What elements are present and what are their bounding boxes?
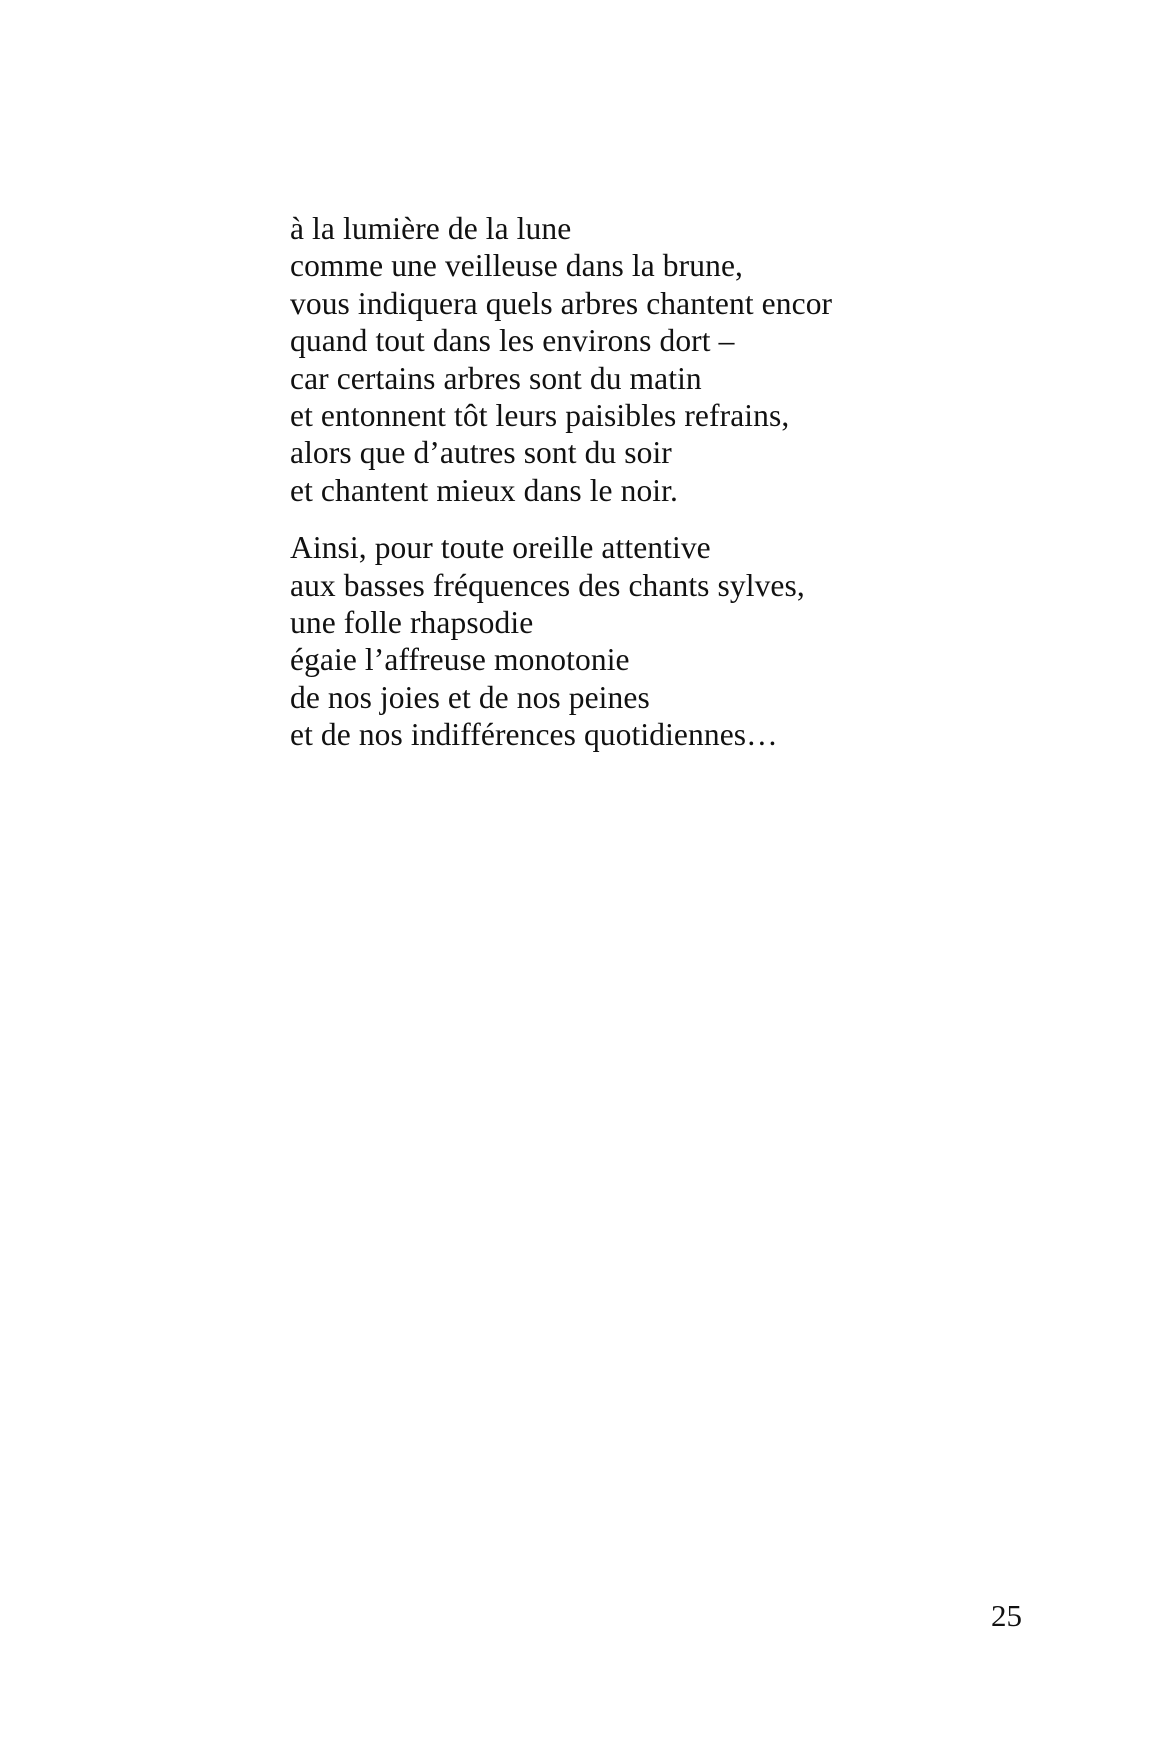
poem-line: car certains arbres sont du matin <box>290 360 702 396</box>
poem-line: alors que d’autres sont du soir <box>290 435 672 471</box>
poem-line: et de nos indifférences quotidiennes… <box>290 717 778 753</box>
poem-line: quand tout dans les environs dort – <box>290 323 735 359</box>
poem-line: une folle rhapsodie <box>290 605 534 641</box>
poem-line: égaie l’affreuse monotonie <box>290 642 630 678</box>
poem-body <box>290 210 1110 774</box>
poem-line: Ainsi, pour toute oreille attentive <box>290 530 711 566</box>
poem-line: comme une veilleuse dans la brune, <box>290 248 743 284</box>
page-number: 25 <box>991 1598 1022 1633</box>
poem-line: de nos joies et de nos peines <box>290 679 650 715</box>
stanza-2 <box>290 529 1110 753</box>
poem-line: et chantent mieux dans le noir. <box>290 472 678 508</box>
stanza-1 <box>290 210 1110 509</box>
poem-line: à la lumière de la lune <box>290 211 572 246</box>
poem-line: et entonnent tôt leurs paisibles refrains, <box>290 398 790 434</box>
poem-line: vous indiquera quels arbres chantent encor <box>290 285 833 321</box>
poem-line: aux basses fréquences des chants sylves, <box>290 567 805 603</box>
